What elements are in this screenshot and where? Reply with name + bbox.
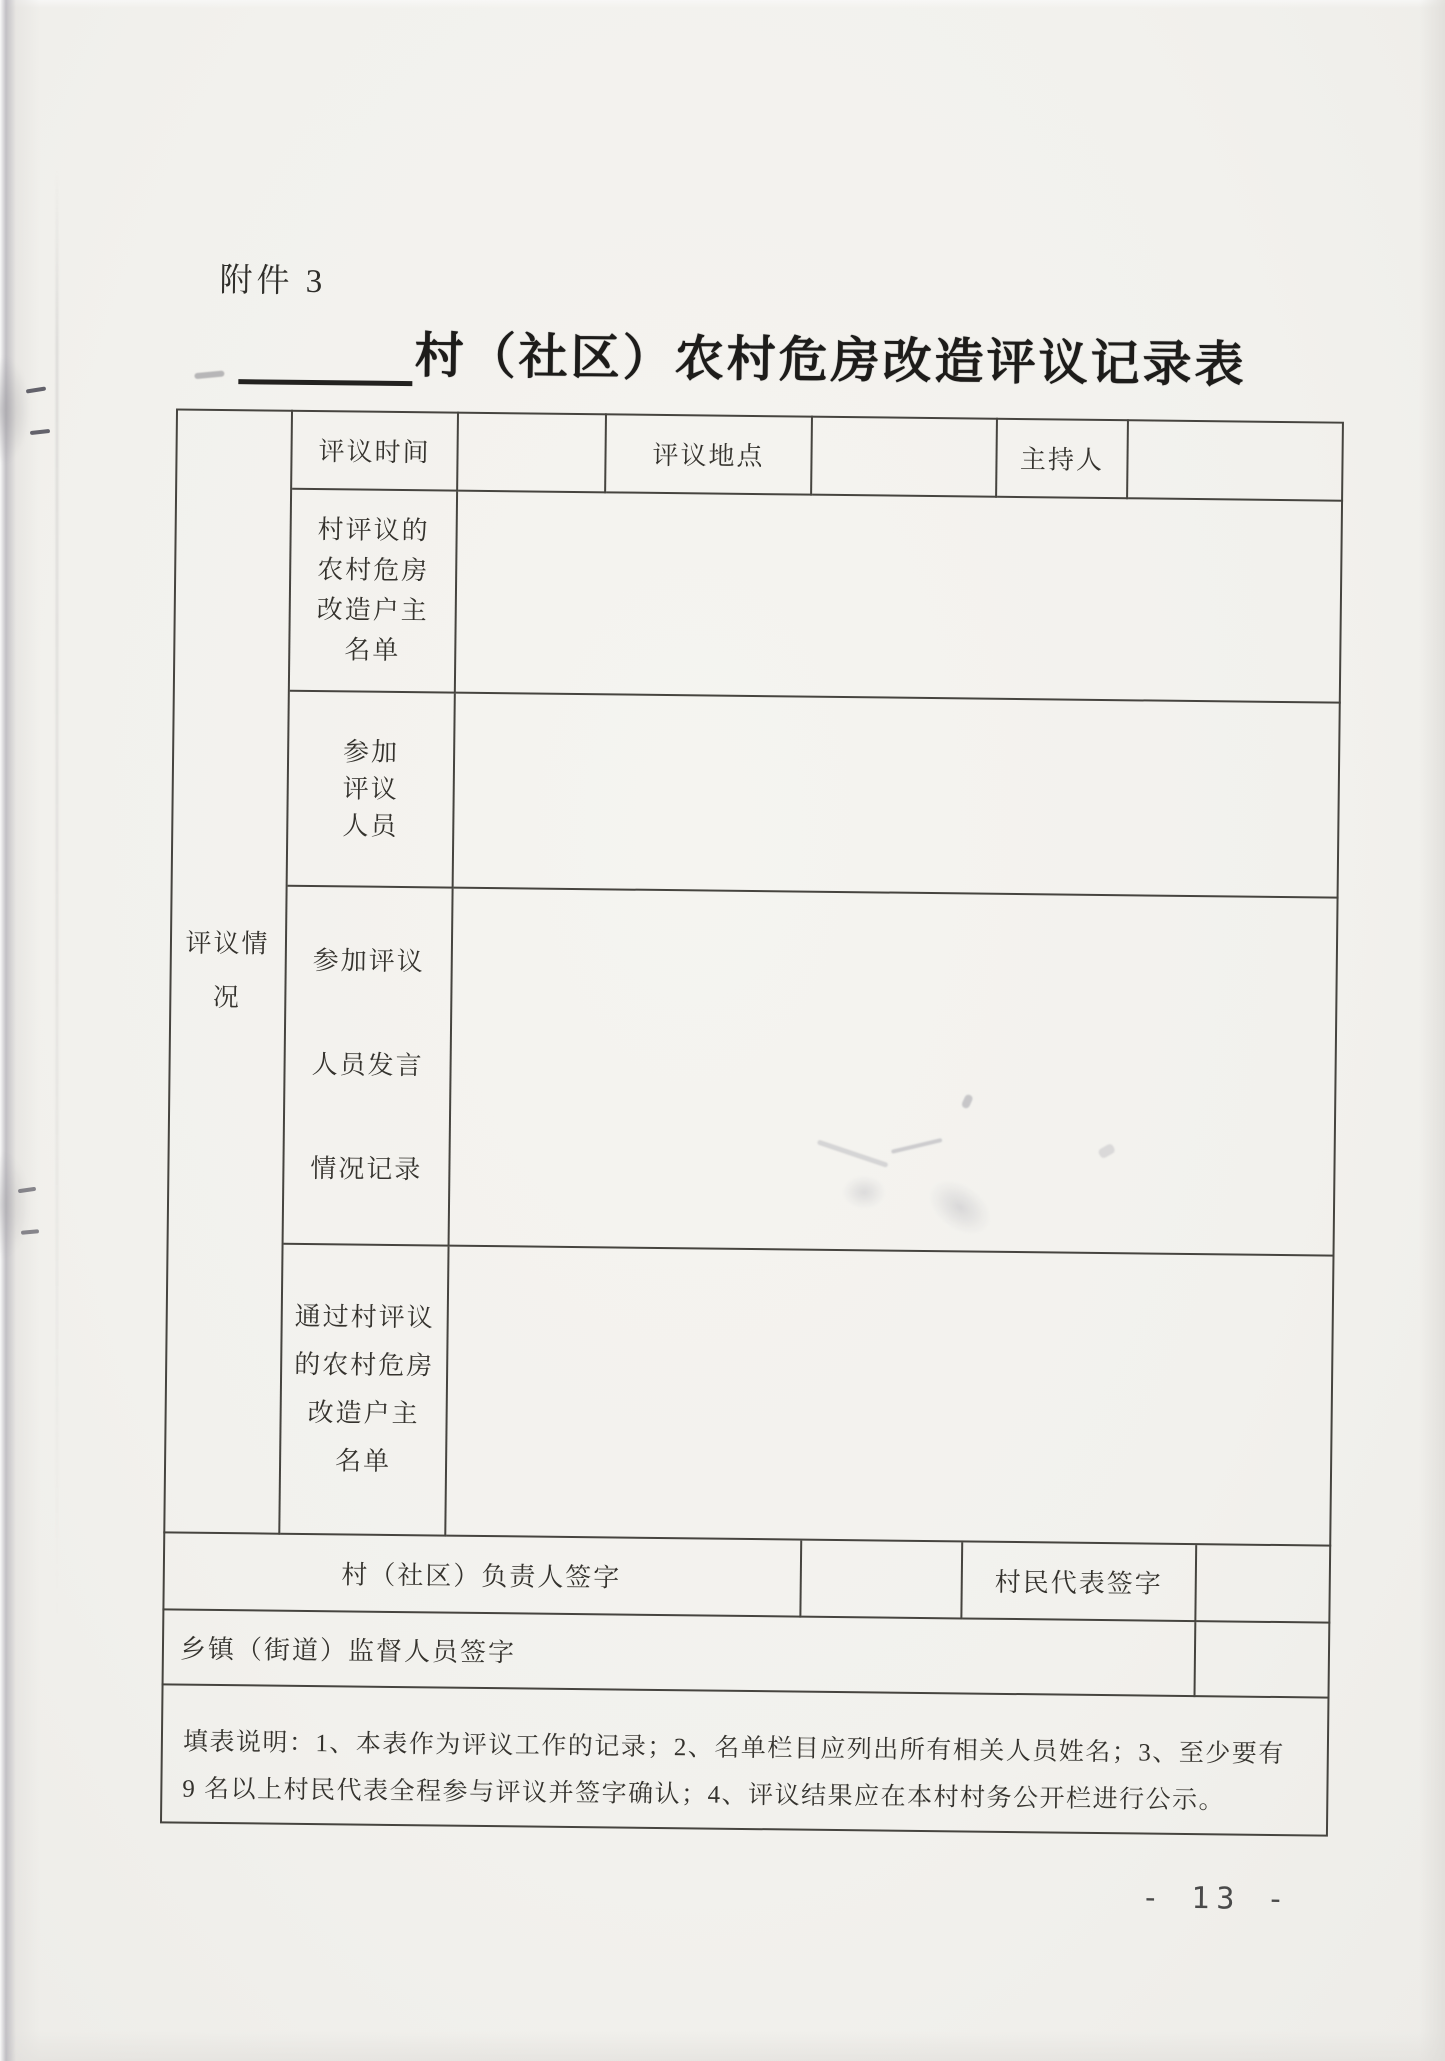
form-title: 村（社区）农村危房改造评议记录表 [414, 328, 1247, 393]
row-label-approved-list [280, 1245, 449, 1537]
label-line: 通过村评议 [294, 1301, 435, 1333]
row-label-speech-record [284, 887, 454, 1247]
pencil-smudge [817, 1139, 889, 1167]
representatives-signature-cell [1196, 1545, 1331, 1624]
label-line: 的农村危房 [294, 1349, 435, 1381]
review-record-table [160, 408, 1344, 1836]
label-line: 改造户主 [307, 1398, 420, 1429]
host-label: 主持人 [997, 418, 1129, 499]
review-time-label: 评议时间 [292, 410, 459, 492]
label-line: 评议 [342, 774, 399, 804]
pencil-smudge [842, 1175, 886, 1209]
label-line: 名单 [334, 1446, 392, 1476]
host-value-cell [1128, 419, 1344, 501]
row-value-village-review-list [456, 492, 1343, 704]
label-line: 农村危房 [317, 555, 430, 586]
township-supervisor-signature-label: 乡镇（街道）监督人员签字 [162, 1610, 1197, 1697]
section-label-review-situation [163, 408, 293, 1534]
label-line: 名单 [344, 635, 401, 666]
pencil-smudge [1097, 1143, 1116, 1160]
pencil-smudge [891, 1138, 943, 1154]
label-line: 村评议的 [317, 515, 430, 546]
row-value-speech-record [450, 889, 1339, 1257]
label-line: 情况记录 [310, 1154, 423, 1185]
row-value-participants [454, 694, 1341, 899]
label-line: 人员 [342, 811, 399, 841]
village-head-signature-cell [801, 1541, 963, 1620]
form-title-row [238, 324, 1247, 395]
label-line: 参加评议 [312, 946, 425, 977]
township-supervisor-signature-cell [1195, 1622, 1330, 1699]
pencil-smudge [194, 370, 224, 379]
representatives-signature-label: 村民代表签字 [962, 1542, 1197, 1622]
label-line: 参加 [342, 737, 400, 767]
review-place-value-cell [812, 416, 998, 498]
page-number: - 13 - [1141, 1880, 1292, 1918]
section-label-line: 况 [212, 982, 242, 1012]
form-notes: 填表说明：1、本表作为评议工作的记录；2、名单栏目应列出所有相关人员姓名；3、至少要有 9 名以上村民代表全程参与评议并签字确认；4、评议结果应在本村村务公开栏进行公示。 [182, 1728, 1286, 1815]
attachment-label: 附件 3 [219, 262, 327, 301]
section-label-line: 评议情 [185, 928, 270, 959]
label-line: 人员发言 [311, 1050, 424, 1081]
row-value-approved-list [446, 1247, 1334, 1547]
row-label-participants [288, 692, 456, 889]
review-place-label: 评议地点 [606, 413, 813, 495]
village-head-signature-label: 村（社区）负责人签字 [162, 1533, 802, 1617]
row-label-village-review-list [290, 490, 458, 694]
village-name-blank [238, 327, 413, 386]
pencil-smudge [961, 1093, 974, 1109]
label-line: 改造户主 [316, 595, 429, 626]
review-time-value-cell [458, 412, 607, 494]
pencil-smudge [918, 1168, 1002, 1246]
